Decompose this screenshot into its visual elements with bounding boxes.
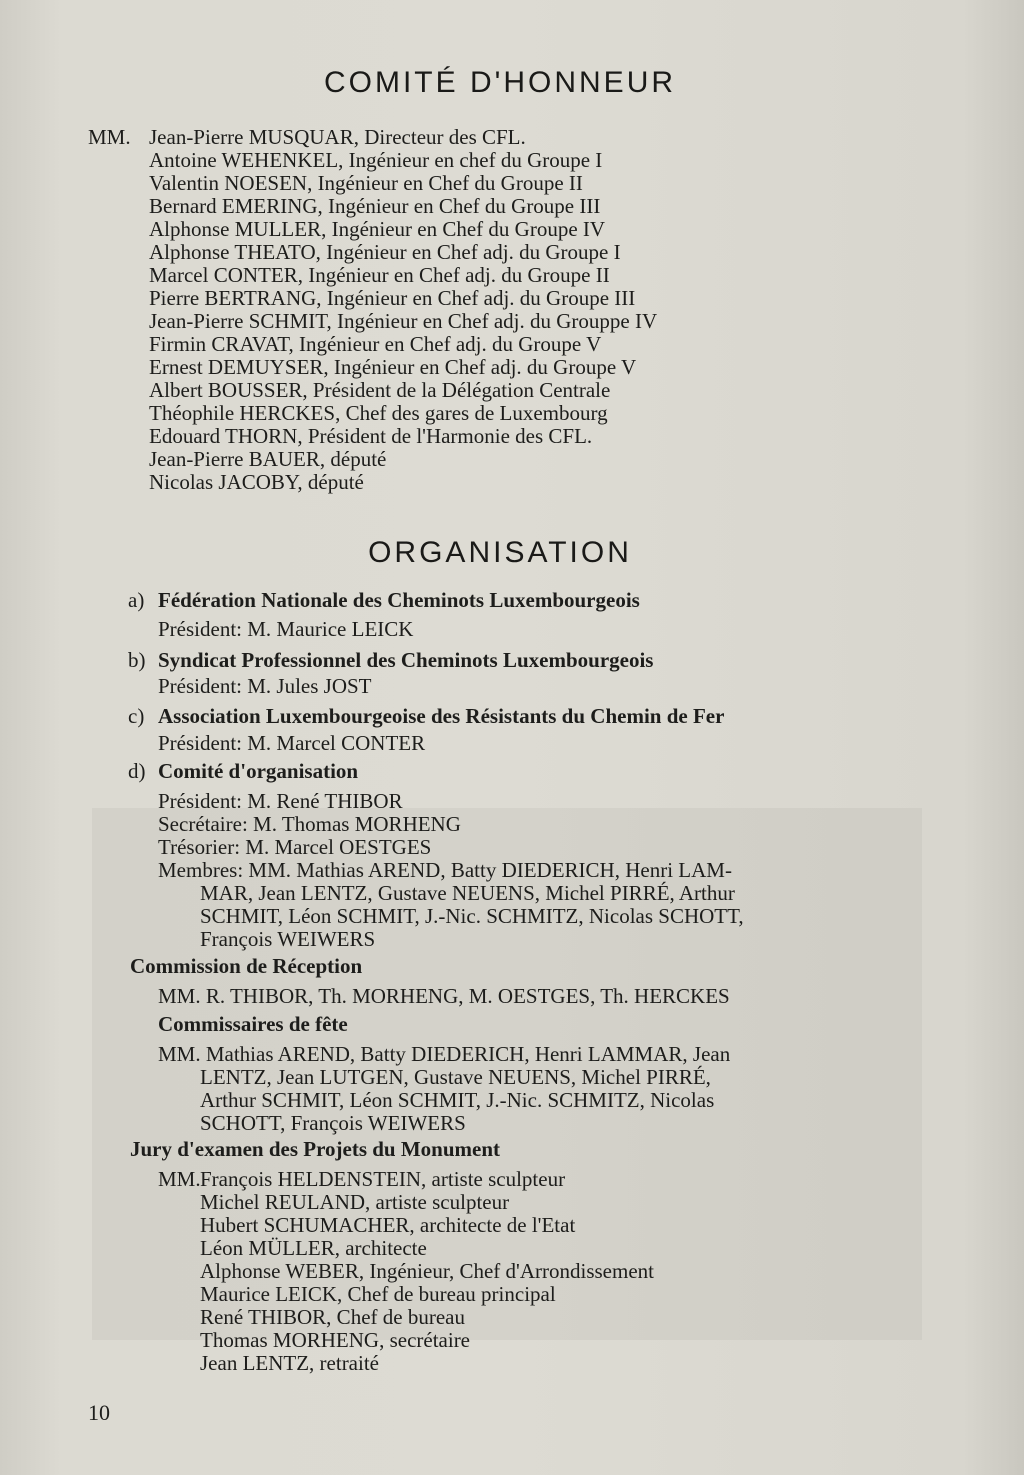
jury-member: Hubert SCHUMACHER, architecte de l'Etat (200, 1213, 576, 1237)
honneur-member: Jean-Pierre MUSQUAR, Directeur des CFL. (149, 125, 526, 149)
honneur-member: Antoine WEHENKEL, Ingénieur en chef du Groupe I (149, 148, 603, 172)
honneur-member: Edouard THORN, Président de l'Harmonie des CFL. (149, 424, 593, 448)
jury-member: Léon MÜLLER, architecte (200, 1236, 427, 1260)
honneur-member: Albert BOUSSER, Président de la Délégation Centrale (149, 378, 611, 402)
section-c-title: Association Luxembourgeoise des Résistants du Chemin de Fer (158, 704, 725, 728)
section-d-membres: François WEIWERS (200, 927, 376, 951)
fete-title: Commissaires de fête (158, 1012, 348, 1036)
jury-member: Thomas MORHENG, secrétaire (200, 1328, 471, 1352)
section-b-title: Syndicat Professionnel des Cheminots Luxembourgeois (158, 648, 654, 672)
honneur-member: Firmin CRAVAT, Ingénieur en Chef adj. du Groupe V (149, 332, 602, 356)
honneur-member: Bernard EMERING, Ingénieur en Chef du Groupe III (149, 194, 601, 218)
section-a-label: a) (128, 588, 145, 612)
fete-members: MM. Mathias AREND, Batty DIEDERICH, Henri LAMMAR, Jean (158, 1042, 731, 1066)
honneur-member: Marcel CONTER, Ingénieur en Chef adj. du Groupe II (149, 263, 610, 287)
section-d-secretaire: Secrétaire: M. Thomas MORHENG (158, 812, 461, 836)
jury-member: Michel REULAND, artiste sculpteur (200, 1190, 510, 1214)
section-d-label: d) (128, 759, 146, 783)
jury-member: Maurice LEICK, Chef de bureau principal (200, 1282, 556, 1306)
jury-member: Alphonse WEBER, Ingénieur, Chef d'Arrondissement (200, 1259, 654, 1283)
section-d-membres: Membres: MM. Mathias AREND, Batty DIEDERICH, Henri LAM- (158, 858, 732, 882)
honneur-member: Pierre BERTRANG, Ingénieur en Chef adj. du Groupe III (149, 286, 636, 310)
fete-members: SCHOTT, François WEIWERS (200, 1111, 466, 1135)
section-d-membres: SCHMIT, Léon SCHMIT, J.-Nic. SCHMITZ, Nicolas SCHOTT, (200, 904, 744, 928)
reception-title: Commission de Réception (130, 954, 363, 978)
honneur-member: Alphonse MULLER, Ingénieur en Chef du Groupe IV (149, 217, 606, 241)
reception-members: MM. R. THIBOR, Th. MORHENG, M. OESTGES, Th. HERCKES (158, 984, 730, 1008)
section-c-label: c) (128, 704, 145, 728)
honneur-member: Alphonse THEATO, Ingénieur en Chef adj. du Groupe I (149, 240, 621, 264)
section-a-president: Président: M. Maurice LEICK (158, 617, 414, 641)
honneur-member: Théophile HERCKES, Chef des gares de Luxembourg (149, 401, 608, 425)
jury-member: François HELDENSTEIN, artiste sculpteur (200, 1167, 566, 1191)
jury-title: Jury d'examen des Projets du Monument (130, 1137, 501, 1161)
fete-members: Arthur SCHMIT, Léon SCHMIT, J.-Nic. SCHMITZ, Nicolas (200, 1088, 715, 1112)
section-d-membres: MAR, Jean LENTZ, Gustave NEUENS, Michel PIRRÉ, Arthur (200, 881, 735, 905)
organisation-heading: ORGANISATION (368, 536, 632, 569)
jury-member: René THIBOR, Chef de bureau (200, 1305, 465, 1329)
section-d-tresorier: Trésorier: M. Marcel OESTGES (158, 835, 432, 859)
honneur-member: Jean-Pierre SCHMIT, Ingénieur en Chef adj. du Grouppe IV (149, 309, 658, 333)
jury-prefix: MM. (158, 1167, 201, 1191)
section-d-title: Comité d'organisation (158, 759, 359, 783)
section-b-label: b) (128, 648, 146, 672)
honneur-member: Ernest DEMUYSER, Ingénieur en Chef adj. du Groupe V (149, 355, 637, 379)
honneur-prefix: MM. (88, 125, 131, 149)
fete-members: LENTZ, Jean LUTGEN, Gustave NEUENS, Michel PIRRÉ, (200, 1065, 711, 1089)
comite-honneur-heading: COMITÉ D'HONNEUR (323, 66, 677, 99)
honneur-member: Jean-Pierre BAUER, député (149, 447, 387, 471)
section-b-president: Président: M. Jules JOST (158, 674, 372, 698)
honneur-member: Valentin NOESEN, Ingénieur en Chef du Groupe II (149, 171, 583, 195)
honneur-member: Nicolas JACOBY, député (149, 470, 364, 494)
section-d-president: Président: M. René THIBOR (158, 789, 403, 813)
page-number: 10 (88, 1400, 110, 1425)
section-c-president: Président: M. Marcel CONTER (158, 731, 426, 755)
jury-member: Jean LENTZ, retraité (200, 1351, 379, 1375)
section-a-title: Fédération Nationale des Cheminots Luxembourgeois (158, 588, 640, 612)
